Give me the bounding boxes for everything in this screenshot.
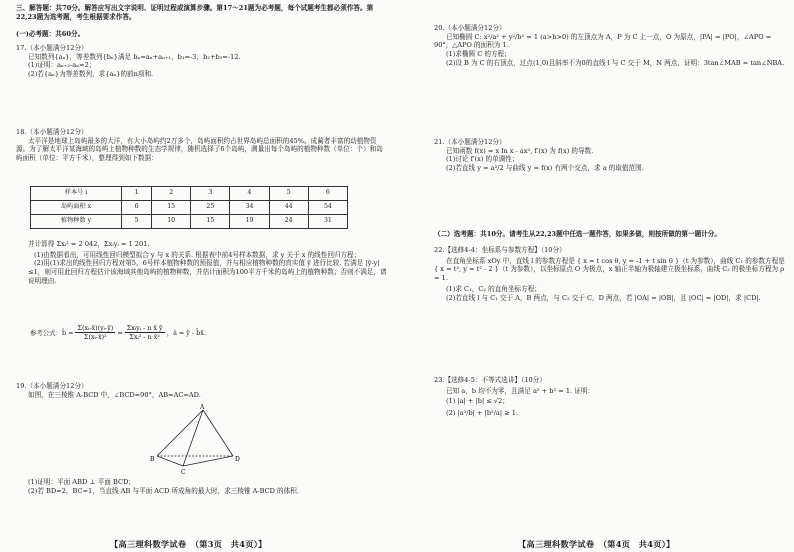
q22-part2: (2)若直线 l 与 C₁ 交于 A，B 两点，与 C₂ 交于 C，D 两点，若 |OA| = |OB|，且 |OC| = |OD|，求 |CD|. <box>446 293 761 302</box>
q21-part2: (2)若直线 y = a²/2 与曲线 y = f(x) 有两个交点，求 a 的取值范围. <box>446 164 644 173</box>
question-18 <box>16 128 388 163</box>
table-cell: 2 <box>152 187 191 201</box>
q18-part1: (1)由数据看出，可用线性回归模型拟合 y 与 x 的关系. 根据表中前4号样本数据，求 y 关于 x 的线性回归方程； <box>34 250 361 259</box>
q17-text: 已知数列{aₙ}，等差数列{bₙ}满足 bₙ=aₙ+aₙ₊₁，b₁=-3，b₂+b₃=-12. <box>28 52 241 61</box>
q23-part2: (2) |a³/b| + |b³/a| ≥ 1. <box>446 409 519 418</box>
q21-text: 已知函数 f(x) = x ln x - ax², f′(x) 为 f(x) 的导数. <box>446 146 594 155</box>
q17-part2: (2)若{aₙ}为等差数列，求{aₙ}的前n项和. <box>28 70 154 79</box>
table-cell: 19 <box>230 215 269 229</box>
q19-text: 如图，在三棱锥 A-BCD 中，∠BCD=90°，AB=AC=AD. <box>28 390 201 399</box>
formula-fraction-2: $\frac{\text{Σxᵢyᵢ - n x̄ ȳ}}{\text{Σxᵢ² - n x̄²}}$ <box>126 324 163 342</box>
tetrahedron-figure <box>145 404 245 476</box>
label-d: D <box>235 456 240 463</box>
table-cell: 3 <box>191 187 230 201</box>
q20-part2: (2)设 B 为 C 的右顶点，过点(1,0)且斜率不为0的直线 l 与 C 交于 M，N 两点，证明：3tan∠MAB = tan∠NBA. <box>446 58 785 67</box>
table-cell: 15 <box>191 215 230 229</box>
edge-ad <box>203 410 233 456</box>
data-table <box>30 186 348 229</box>
table-cell: 24 <box>269 215 308 229</box>
table-cell: 6 <box>122 201 152 215</box>
edge-bc <box>157 456 183 466</box>
q18-title: 18.（本小题满分12分） <box>16 128 88 136</box>
formula-label: 参考公式：b̂ = <box>30 328 74 337</box>
q19-parts <box>28 478 388 495</box>
formula-tail: ，â = ȳ - b̂x̄. <box>166 328 206 337</box>
q20-part1: (1)求椭圆 C 的方程； <box>446 50 511 59</box>
right-page <box>418 0 794 552</box>
q21-part1: (1)讨论 f′(x) 的单调性； <box>446 155 519 164</box>
edge-cd <box>183 456 233 466</box>
q17-part1: (1)证明：aₙ₊₂-aₙ=2； <box>28 61 96 70</box>
question-17 <box>16 44 388 79</box>
table-cell: 54 <box>308 201 347 215</box>
table-cell: 6 <box>308 187 347 201</box>
section-intro: 三、解答题：共70分。解答应写出文字说明、证明过程或演算步骤。第17～21题为必考题，每个试题考生都必须作答。第22,23题为选考题，考生根据要求作答。 <box>16 4 374 21</box>
elective-intro: （二）选考题：共10分。请考生从22,23题中任选一题作答，如果多做，则按所做的第一题计分。 <box>434 230 721 238</box>
table-row-header: 岛屿面积 x <box>31 201 122 215</box>
page-footer-4: 【高三理科数学试卷 （第4页 共4页）】 <box>518 539 675 550</box>
q19-part2: (2)若 BD=2，BC=1，当直线 AB 与平面 ACD 所成角的最大时，求三棱锥 A-BCD 的体积. <box>28 486 299 495</box>
page-footer-3: 【高三理科数学试卷 （第3页 共4页）】 <box>110 539 267 550</box>
q18-body <box>28 240 388 286</box>
q22-part1: (1)求 C₁，C₂ 的直角坐标方程； <box>446 284 541 293</box>
question-23 <box>434 376 790 418</box>
q19-title: 19.（本小题满分12分） <box>16 382 88 390</box>
q18-part2: (2)用(1)求出的线性回归方程对第5，6号样本植物种数的预报值，并与相应植物种数的真实值 ŷ 进行比较. 若满足 |ŷ-y| ≤1，则可用此回归方程估计该海域其他岛屿的植物种数，并估计面积为100平方千米的岛屿上的植物种数；否则不满足，请说明理由. <box>28 259 387 285</box>
question-19 <box>16 382 388 399</box>
label-c: C <box>181 469 186 476</box>
table-cell: 31 <box>308 215 347 229</box>
table-row-header: 植物种数 y <box>31 215 122 229</box>
edge-ab <box>157 410 203 456</box>
q22-title: 22.【选修4-4：坐标系与参数方程】（10分） <box>434 246 566 254</box>
table-row <box>31 187 348 201</box>
edge-ac <box>183 410 203 466</box>
table-cell: 15 <box>152 201 191 215</box>
q22-text: 在直角坐标系 xOy 中，直线 l 的参数方程是 { x = t cos θ, y = -1 + t sin θ }（t 为参数），曲线 C₁ 的参数方程是 { x = t², y = t² - 2 }（t 为参数），以坐标原点 O 为极点，x 轴正半轴为极轴建立极坐标系，曲线 C₂ 的极坐标方程为 ρ = 1. <box>434 256 785 283</box>
q23-part1: (1) |a| + |b| ≤ √2； <box>446 397 509 406</box>
table-row <box>31 201 348 215</box>
q23-text: 已知 a，b 均不为零，且满足 a² + b² = 1. 证明： <box>446 386 595 395</box>
q20-title: 20.（本小题满分12分） <box>434 24 506 32</box>
table-cell: 1 <box>122 187 152 201</box>
table-row <box>31 215 348 229</box>
table-cell: 44 <box>269 201 308 215</box>
table-cell: 5 <box>122 215 152 229</box>
q17-title: 17.（本小题满分12分） <box>16 44 88 52</box>
q20-text: 已知椭圆 C: x²/a² + y²/b² = 1 (a>b>0) 的左顶点为 A，P 为 C 上一点，O 为原点，|PA| = |PO|，∠APO = 90°，△APO 的面积为 1. <box>434 32 772 50</box>
question-22 <box>434 246 790 302</box>
formula-fraction-1: $\frac{\text{Σ(xᵢ-x̄)(yᵢ-ȳ)}}{\text{Σ(xᵢ-x̄)²}}$ <box>77 324 114 342</box>
q21-title: 21.（本小题满分12分） <box>434 138 506 146</box>
left-page <box>0 0 392 552</box>
reference-formula: 参考公式：b̂ = $\frac{\text{Σ(xᵢ-x̄)(yᵢ-ȳ)}}{\text{Σ(xᵢ-x̄)²}}$ = $\frac{\text{Σxᵢyᵢ - n x̄ ȳ}}{\text{Σxᵢ² - n x̄²}}$ ，â = ȳ - b̂x̄. <box>30 324 206 342</box>
q18-text: 太平洋是地球上岛屿最多的大洋，有大小岛屿约2万多个，岛屿面积约占世界岛屿总面积的45%。成蔺者丰富的动植物资源。为了解太平洋某海域的岛屿上植物种数的生态学规律，随机选择了6个岛屿，测量出每个岛屿的植物种数（单位：个）和岛屿面积（单位：平方千米），整理得到如下数据： <box>16 136 383 163</box>
label-b: B <box>150 456 155 463</box>
table-cell: 25 <box>191 201 230 215</box>
table-cell: 10 <box>152 215 191 229</box>
q18-calc: 并计算得 Σxᵢ² = 2 042，Σxᵢyᵢ = 1 201. <box>28 240 150 248</box>
q23-title: 23.【选修4-5：不等式选讲】（10分） <box>434 376 546 384</box>
question-21 <box>434 138 790 173</box>
table-cell: 4 <box>230 187 269 201</box>
label-a: A <box>200 404 205 411</box>
q19-part1: (1)证明：平面 ABD ⊥ 平面 BCD； <box>28 478 135 486</box>
table-cell: 5 <box>269 187 308 201</box>
table-cell: 34 <box>230 201 269 215</box>
required-title: (一)必考题：共60分。 <box>16 30 85 38</box>
question-20 <box>434 24 790 68</box>
table-row-header: 样本号 i <box>31 187 122 201</box>
